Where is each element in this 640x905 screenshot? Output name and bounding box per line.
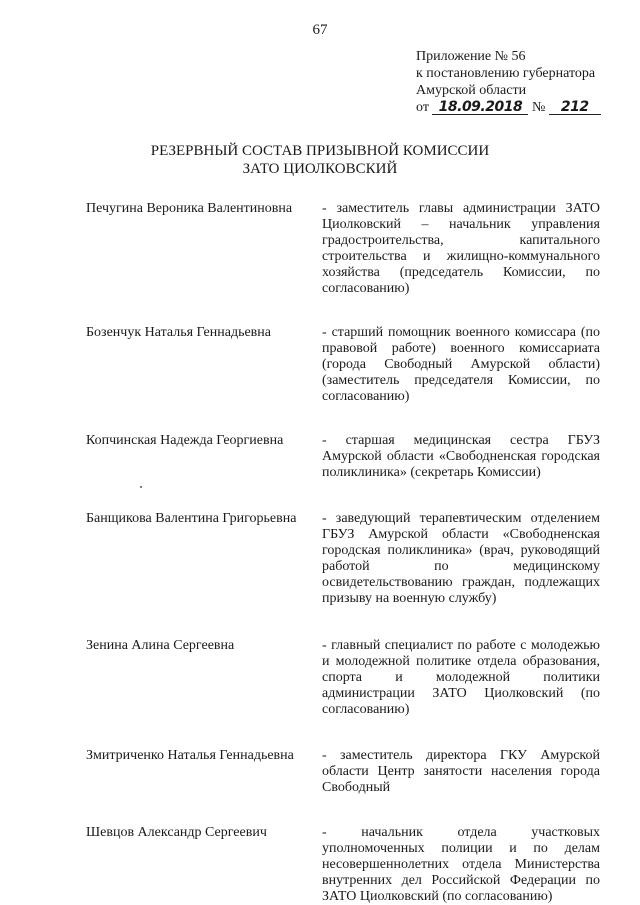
member-role: - старшая медицинская сестра ГБУЗ Амурской области «Свободненская городская поликлиника» (секретарь Комиссии) (322, 433, 600, 480)
member-name: Зенина Алина Сергеевна (86, 638, 235, 653)
member-row (86, 638, 600, 718)
number-prefix: № (531, 100, 546, 115)
member-name: Копчинская Надежда Георгиевна (86, 433, 284, 448)
date-prefix: от (416, 100, 429, 115)
member-role: - главный специалист по работе с молодежью и молодежной политике отдела образования, спорта и молодежной политики администрации ЗАТО Циолковский (по согласованию) (322, 638, 600, 717)
page-number: 67 (312, 22, 328, 38)
title-line-2: ЗАТО ЦИОЛКОВСКИЙ (242, 161, 398, 177)
member-name: Змитриченко Наталья Геннадьевна (86, 748, 294, 763)
title-line-1: РЕЗЕРВНЫЙ СОСТАВ ПРИЗЫВНОЙ КОМИССИИ (150, 143, 490, 159)
member-row (86, 325, 600, 405)
member-role: - старший помощник военного комиссара (по правовой работе) военного комиссариата (города Свободный Амурской области) (заместитель председателя Комиссии, по согласованию) (322, 325, 600, 404)
member-row (86, 748, 600, 796)
member-role: - заместитель главы администрации ЗАТО Циолковский – начальник управления градостроительства, капитального строительства и жилищно-коммунального хозяйства (председатель Комиссии, по согласованию) (322, 201, 600, 296)
members-list (86, 201, 600, 905)
appendix-line-2: к постановлению губернатора (416, 66, 596, 81)
member-name: Бозенчук Наталья Геннадьевна (86, 325, 271, 340)
handwritten-number: 212 (549, 101, 601, 115)
member-role: - заместитель директора ГКУ Амурской области Центр занятости населения города Свободный (322, 748, 600, 795)
member-name: Шевцов Александр Сергеевич (86, 825, 267, 840)
member-row (86, 433, 600, 481)
appendix-line-3: Амурской области (416, 83, 527, 98)
appendix-header (416, 48, 601, 116)
member-name: Печугина Вероника Валентиновна (86, 201, 293, 216)
handwritten-date: 18.09.2018 (432, 101, 528, 115)
member-role: - начальник отдела участковых уполномоченных полиции и по делам несовершеннолетних отдела Министерства внутренних дел Российской Федерации по ЗАТО Циолковский (по согласованию) (322, 825, 600, 904)
member-name: Банщикова Валентина Григорьевна (86, 511, 297, 526)
appendix-line-1: Приложение № 56 (416, 49, 526, 64)
member-role: - заведующий терапевтическим отделением ГБУЗ Амурской области «Свободненская городская поликлиника» (врач, руководящий работой по медицинскому освидетельствованию граждан, подлежащих призыву на военную службу) (322, 511, 600, 606)
member-row (86, 201, 600, 297)
member-row (86, 511, 600, 607)
scan-speck (140, 486, 142, 488)
member-row (86, 825, 600, 905)
document-title (0, 142, 640, 178)
appendix-date-line (416, 99, 601, 116)
